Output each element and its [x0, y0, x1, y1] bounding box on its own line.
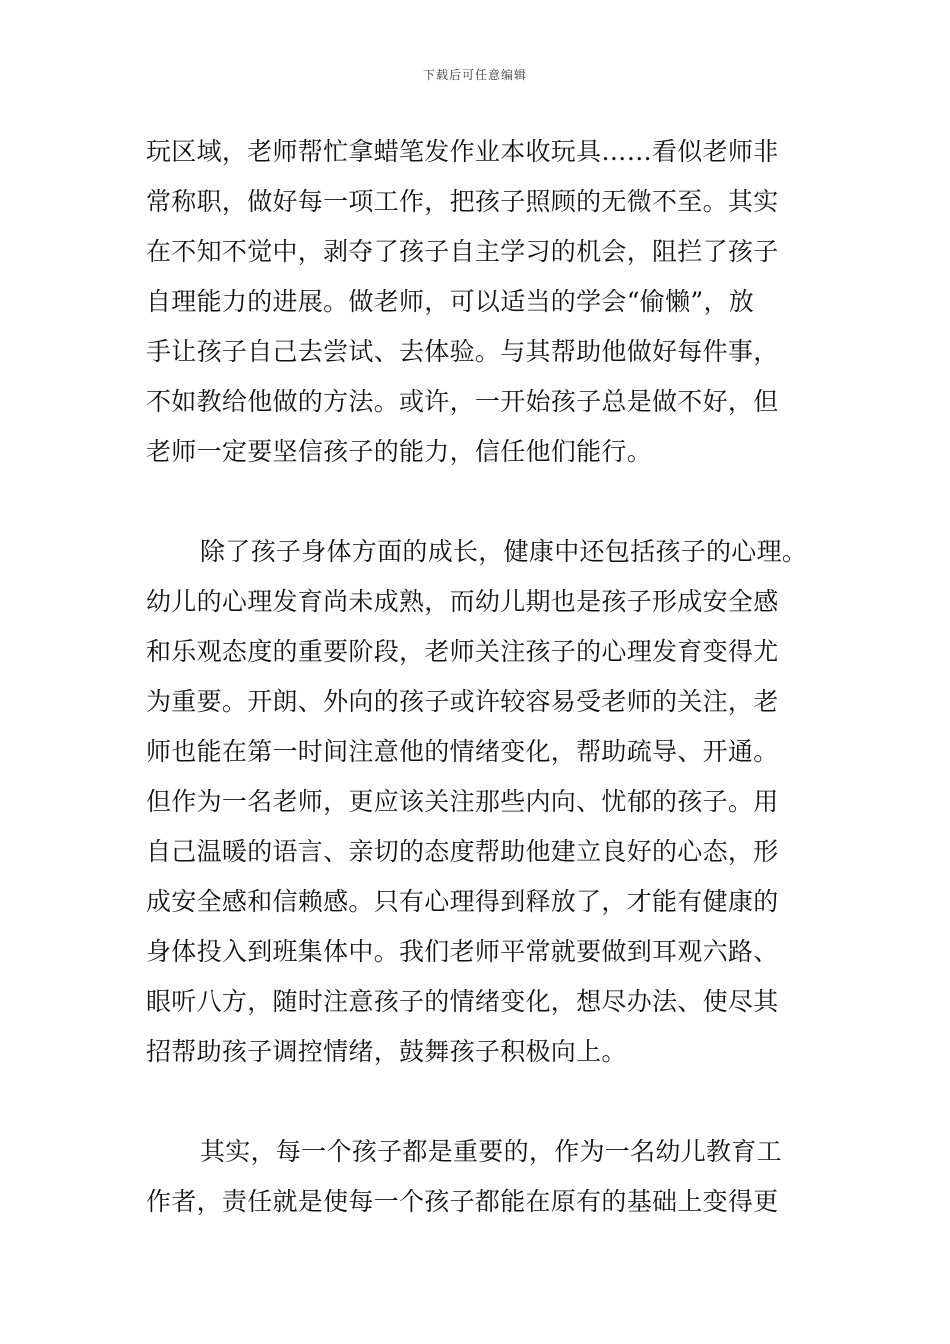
- paragraph-line: 眼听八方，随时注意孩子的情绪变化，想尽办法、使尽其: [146, 987, 779, 1016]
- paragraph-spacer: [146, 477, 822, 527]
- paragraph-line: 为重要。开朗、外向的孩子或许较容易受老师的关注，老: [146, 687, 779, 716]
- paragraph-line: 幼儿的心理发育尚未成熟，而幼儿期也是孩子形成安全感: [146, 587, 779, 616]
- page-header-note: 下载后可任意编辑: [422, 68, 527, 82]
- document-body: [146, 127, 822, 1227]
- paragraph-line: 自己温暖的语言、亲切的态度帮助他建立良好的心态，形: [146, 837, 779, 866]
- paragraph-line: 在不知不觉中，剥夺了孩子自主学习的机会，阻拦了孩子: [146, 237, 779, 266]
- paragraph-line: 和乐观态度的重要阶段，老师关注孩子的心理发育变得尤: [146, 637, 779, 666]
- paragraph-line: 成安全感和信赖感。只有心理得到释放了，才能有健康的: [146, 887, 779, 916]
- paragraph-line: 手让孩子自己去尝试、去体验。与其帮助他做好每件事，: [146, 337, 779, 366]
- paragraph-line: 老师一定要坚信孩子的能力，信任他们能行。: [146, 437, 653, 466]
- paragraph-line: 除了孩子身体方面的成长，健康中还包括孩子的心理。: [200, 537, 808, 566]
- paragraph-line: 常称职，做好每一项工作，把孩子照顾的无微不至。其实: [146, 187, 779, 216]
- paragraph-line: 招帮助孩子调控情绪，鼓舞孩子积极向上。: [146, 1037, 627, 1066]
- paragraph-line: 玩区域，老师帮忙拿蜡笔发作业本收玩具……看似老师非: [146, 137, 779, 166]
- paragraph-2: [146, 527, 822, 1077]
- paragraph-line: 不如教给他做的方法。或许，一开始孩子总是做不好，但: [146, 387, 779, 416]
- paragraph-line: 其实，每一个孩子都是重要的，作为一名幼儿教育工: [200, 1137, 782, 1166]
- paragraph-line: 身体投入到班集体中。我们老师平常就要做到耳观六路、: [146, 937, 779, 966]
- paragraph-3: [146, 1127, 822, 1227]
- paragraph-spacer: [146, 1077, 822, 1127]
- paragraph-line: 自理能力的进展。做老师，可以适当的学会“偷懒”，放: [146, 287, 755, 316]
- paragraph-line: 师也能在第一时间注意他的情绪变化，帮助疏导、开通。: [146, 737, 779, 766]
- paragraph-line: 作者，责任就是使每一个孩子都能在原有的基础上变得更: [146, 1187, 779, 1216]
- paragraph-1: [146, 127, 822, 477]
- paragraph-line: 但作为一名老师，更应该关注那些内向、忧郁的孩子。用: [146, 787, 779, 816]
